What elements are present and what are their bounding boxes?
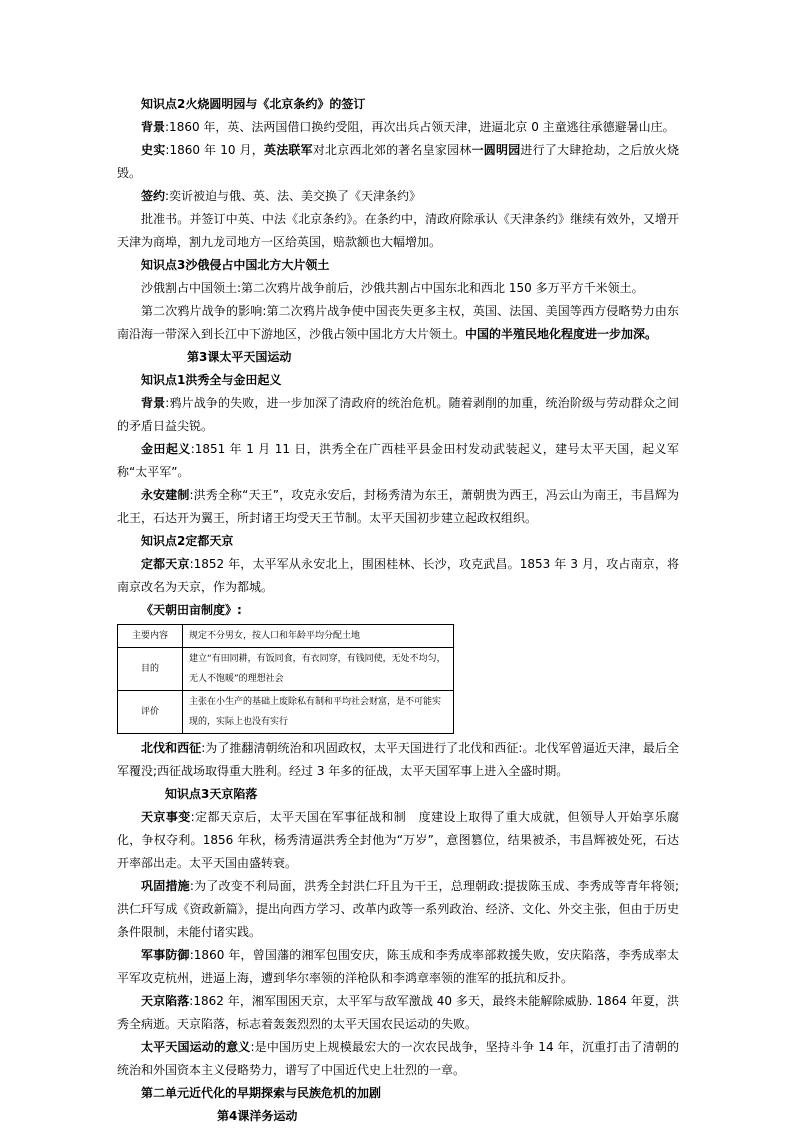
table-cell-value: 建立“有田同耕，有饭同食，有衣同穿，有钱同使，无处不均匀，无人不饱暖”的理想社会	[183, 648, 454, 691]
term-label: 军事防御	[141, 948, 190, 962]
term-label: 太平天国运动的意义	[141, 1040, 251, 1054]
section-heading: 知识点2定都天京	[141, 534, 234, 548]
table-row	[118, 691, 454, 734]
term-label: 签约	[141, 189, 166, 203]
table-row	[118, 648, 454, 691]
term-label: 背景	[141, 396, 166, 410]
table-cell-key: 主要内容	[118, 625, 183, 648]
section-heading: 知识点3沙俄侵占中国北方大片领土	[141, 258, 330, 272]
lesson-title: 第4课洋务运动	[217, 1109, 298, 1123]
table-cell-key: 目的	[118, 648, 183, 691]
term-label: 金田起义	[141, 442, 191, 456]
term-label: 永安建制	[141, 488, 190, 502]
term-label: 巩固措施	[141, 879, 190, 893]
paragraph: 天京陷落:1862 年，湘军围困天京，太平军与敌军激战 40 多天，最终未能解除威胁. 1864 年夏，洪秀全病逝。天京陷落，标志着轰轰烈烈的太平天国农民运动的失败。	[117, 994, 679, 1031]
paragraph: 永安建制:洪秀全称“天王”，攻克永安后，封杨秀清为东王，萧朝贵为西王，冯云山为南王，韦昌辉为北王，石达开为翼王，所封诸王均受天王节制。太平天国初步建立起政权组织。	[117, 488, 679, 525]
paragraph: 军事防御:1860 年，曾国藩的湘军包围安庆，陈玉成和李秀成率部救援失败，安庆陷落，李秀成率太平军攻克杭州，进逼上海，遭到华尔率领的洋枪队和李鸿章率领的淮军的抵抗和反扑。	[117, 948, 679, 985]
paragraph: 金田起义:1851 年 1 月 11 日，洪秀全在广西桂平县金田村发动武装起义，建号太平天国，起义军称“太平军”。	[117, 442, 679, 479]
paragraph: 背景:鸦片战争的失败，进一步加深了清政府的统治危机。随着剥削的加重，统治阶级与劳动群众之间的矛盾日益尖锐。	[117, 396, 679, 433]
paragraph: 北伐和西征:为了推翻清朝统治和巩固政权，太平天国进行了北伐和西征:。北伐军曾逼近天津，最后全军覆没;西征战场取得重大胜利。经过 3 年多的征战，太平天国军事上进入全盛时期。	[117, 741, 679, 778]
table-cell-key: 评价	[118, 691, 183, 734]
term-label: 天京陷落	[141, 994, 190, 1008]
paragraph: 批准书。并签订中英、中法《北京条约》。在条约中，清政府除承认《天津条约》继续有效外，又增开天津为商埠，割九龙司地方一区给英国，赔款额也大幅增加。	[117, 212, 679, 249]
paragraph: 太平天国运动的意义:是中国历史上规模最宏大的一次农民战争，坚持斗争 14 年，沉重打击了清朝的统治和外国资本主义侵略势力，谱写了中国近代史上壮烈的一章。	[117, 1040, 679, 1077]
term-label: 史实	[141, 143, 166, 157]
term-label: 天京事变	[141, 810, 191, 824]
paragraph: 第二次鸦片战争的影响:第二次鸦片战争使中国丧失更多主权，英国、法国、美国等西方侵略势力由东南沿海一带深入到长江中下游地区，沙俄占领中国北方大片领土。中国的半殖民地化程度进一步加深。	[117, 304, 679, 341]
table-title: 《天朝田亩制度》:	[141, 603, 242, 617]
paragraph: 签约:奕䜣被迫与俄、英、法、美交换了《天津条约》	[141, 189, 422, 203]
term-label: 北伐和西征	[141, 741, 202, 755]
land-system-table	[117, 624, 454, 734]
section-heading: 知识点3天京陷落	[165, 787, 258, 801]
paragraph: 沙俄割占中国领土:第二次鸦片战争前后，沙俄共割占中国东北和西北 150 多万平方千米领土。	[141, 281, 644, 295]
paragraph: 巩固措施:为了改变不利局面，洪秀全封洪仁玕且为干王，总理朝政:提拔陈玉成、李秀成等青年将领;洪仁玕写成《资政新篇》，提出向西方学习、改革内政等一系列政治、经济、文化、外交主张，但由于历史条件限制，未能付诸实践。	[117, 879, 679, 939]
paragraph: 背景:1860 年，英、法两国借口换约受阻，再次出兵占领天津，进逼北京 0 主童逃往承德避暑山庄。	[141, 120, 675, 134]
unit-title: 第二单元近代化的早期探索与民族危机的加剧	[141, 1086, 382, 1100]
table-row	[118, 625, 454, 648]
term-label: 定都天京	[141, 557, 190, 571]
term-label: 背景	[141, 120, 166, 134]
section-heading: 知识点1洪秀全与金田起义	[141, 373, 282, 387]
lesson-title: 第3课太平天国运动	[187, 350, 292, 364]
table-cell-value: 规定不分男女，按人口和年龄平均分配土地	[183, 625, 454, 648]
paragraph: 天京事变:定都天京后，太平天国在军事征战和制 度建设上取得了重大成就，但领导人开始享乐腐化，争权夺利。1856 年秋，杨秀清逼洪秀全封他为“万岁”，意图篡位，结果被杀，韦昌辉被处死，石达开率部出走。太平天国由盛转衰。	[117, 810, 679, 870]
table-cell-value: 主张在小生产的基础上废除私有制和平均社会财富，是不可能实现的，实际上也没有实行	[183, 691, 454, 734]
paragraph: 定都天京:1852 年，太平军从永安北上，围困桂林、长沙，攻克武昌。1853 年 3 月，攻占南京，将南京改名为天京，作为都城。	[117, 557, 679, 594]
paragraph: 史实:1860 年 10 月，英法联军对北京西北郊的著名皇家园林一圆明园进行了大肆抢劫，之后放火烧毁。	[117, 143, 679, 180]
section-heading: 知识点2火烧圆明园与《北京条约》的签订	[141, 97, 366, 111]
document-page	[117, 93, 679, 1128]
